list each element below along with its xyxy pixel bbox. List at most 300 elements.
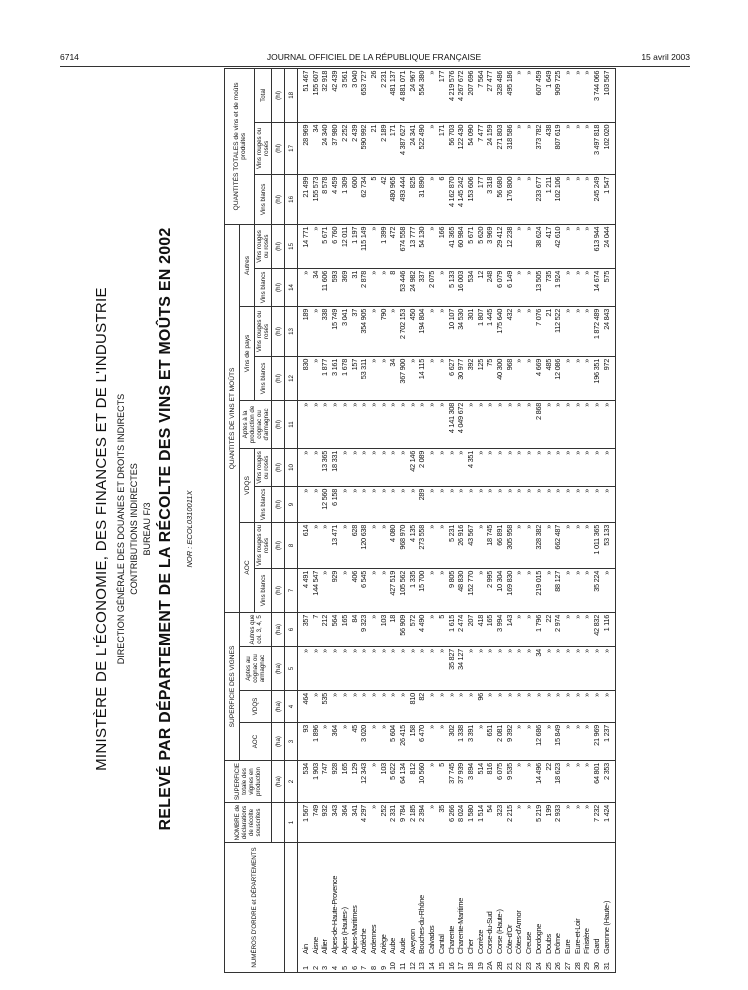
- table-cell: »: [476, 647, 486, 691]
- table-cell: 369: [340, 268, 350, 306]
- table-cell: »: [447, 691, 457, 723]
- table-cell: 10 107: [447, 306, 457, 356]
- table-cell: 2 089: [417, 448, 427, 486]
- unit-cell: (hl): [272, 356, 285, 400]
- table-cell: 1 896: [311, 723, 321, 761]
- table-cell: 2 868: [534, 400, 544, 448]
- table-cell: »: [350, 400, 360, 448]
- table-cell: 175 640: [495, 306, 505, 356]
- table-cell: »: [524, 356, 534, 400]
- table-row: [388, 68, 398, 972]
- table-cell: 88 127: [553, 568, 563, 612]
- table-cell: 2 252: [340, 122, 350, 174]
- column-number: 10: [285, 448, 298, 486]
- table-cell: 27 477: [485, 68, 495, 122]
- table-cell: 252: [379, 803, 389, 843]
- table-cell: 2 474: [456, 612, 466, 646]
- column-number: 13: [285, 306, 298, 356]
- table-cell: 2 331: [388, 803, 398, 843]
- table-cell: »: [582, 803, 592, 843]
- nor-reference: NOR : ECOL0310011X: [185, 490, 194, 568]
- table-cell: 13 505: [534, 268, 544, 306]
- group-header-totales: QUANTITÉS TOTALES de vins et de moûts produites: [225, 68, 255, 224]
- table-cell: 522 490: [417, 122, 427, 174]
- table-cell: 115 149: [359, 224, 369, 268]
- table-cell: 4 490: [417, 612, 427, 646]
- table-cell: 122 430: [456, 122, 466, 174]
- table-cell: 392: [466, 356, 476, 400]
- department-name: Alpes (Hautes-): [339, 907, 349, 954]
- department-number: 12: [407, 962, 417, 970]
- table-cell: »: [427, 356, 437, 400]
- table-cell: »: [427, 803, 437, 843]
- table-cell: 318 586: [505, 122, 515, 174]
- table-cell: »: [514, 122, 524, 174]
- table-cell: »: [544, 522, 554, 568]
- column-number: 14: [285, 268, 298, 306]
- table-cell: 373 782: [534, 122, 544, 174]
- department-name: Corse (Haute-): [495, 909, 505, 954]
- table-cell: »: [524, 723, 534, 761]
- table-cell: 165: [485, 612, 495, 646]
- department-name: Eure-et-Loir: [572, 918, 582, 954]
- table-cell: 24 159: [485, 122, 495, 174]
- table-cell: 212: [320, 612, 330, 646]
- table-cell: 3 161: [330, 356, 340, 400]
- table-cell: »: [592, 647, 602, 691]
- department-number: 18: [465, 962, 475, 970]
- table-cell: 21 499: [298, 174, 311, 224]
- table-cell: 6 075: [495, 761, 505, 803]
- table-cell: »: [320, 400, 330, 448]
- table-cell: 2 394: [417, 803, 427, 843]
- table-cell: 37 745: [447, 761, 457, 803]
- table-cell: 22: [544, 761, 554, 803]
- department-number: 14: [427, 962, 437, 970]
- table-cell: »: [505, 448, 515, 486]
- table-cell: 4 080: [388, 522, 398, 568]
- table-cell: 3 894: [466, 761, 476, 803]
- table-cell: »: [369, 448, 379, 486]
- table-cell: »: [573, 486, 583, 522]
- table-cell: 14 771: [298, 224, 311, 268]
- table-cell: »: [369, 612, 379, 646]
- table-cell: 207 696: [466, 68, 476, 122]
- table-cell: 64 134: [398, 761, 408, 803]
- table-cell: 289: [417, 486, 427, 522]
- table-cell: »: [379, 723, 389, 761]
- table-cell: »: [311, 224, 321, 268]
- table-cell: »: [437, 723, 447, 761]
- table-cell: »: [369, 691, 379, 723]
- table-cell: 34: [311, 268, 321, 306]
- table-cell: »: [573, 522, 583, 568]
- unit-cell: [272, 803, 285, 843]
- table-cell: »: [592, 400, 602, 448]
- table-cell: »: [553, 448, 563, 486]
- table-cell: »: [582, 568, 592, 612]
- table-cell: »: [408, 647, 418, 691]
- table-cell: 534: [298, 761, 311, 803]
- department-cell: [553, 843, 563, 973]
- table-cell: »: [563, 761, 573, 803]
- table-cell: »: [350, 448, 360, 486]
- group-header-vdqs: VDQS: [240, 448, 255, 522]
- table-cell: »: [350, 691, 360, 723]
- table-cell: 514: [476, 761, 486, 803]
- table-cell: »: [563, 522, 573, 568]
- table-cell: »: [505, 400, 515, 448]
- table-cell: »: [379, 486, 389, 522]
- table-cell: 651: [485, 723, 495, 761]
- table-cell: 16 003: [456, 268, 466, 306]
- table-cell: »: [320, 647, 330, 691]
- table-cell: »: [582, 761, 592, 803]
- table-cell: »: [544, 448, 554, 486]
- table-row: [427, 68, 437, 972]
- table-cell: 45: [350, 723, 360, 761]
- department-number: 23: [524, 962, 534, 970]
- table-cell: 165: [340, 761, 350, 803]
- table-cell: 2 439: [350, 122, 360, 174]
- table-cell: »: [573, 803, 583, 843]
- group-header-quantites: QUANTITÉS DE VINS ET MOÛTS: [225, 224, 240, 612]
- table-cell: »: [524, 448, 534, 486]
- table-cell: »: [544, 723, 554, 761]
- table-cell: 1 903: [311, 761, 321, 803]
- table-cell: »: [524, 522, 534, 568]
- table-cell: 24 982: [408, 268, 418, 306]
- table-cell: 2 231: [379, 68, 389, 122]
- unit-cell: (ha): [272, 723, 285, 761]
- table-cell: »: [311, 356, 321, 400]
- table-cell: 4 881 071: [398, 68, 408, 122]
- table-cell: 1 649: [544, 68, 554, 122]
- table-cell: 43 567: [466, 522, 476, 568]
- table-cell: »: [485, 647, 495, 691]
- table-row: [495, 68, 505, 972]
- table-cell: 48 830: [456, 568, 466, 612]
- table-cell: »: [582, 522, 592, 568]
- department-number: 26: [553, 962, 563, 970]
- table-cell: »: [573, 691, 583, 723]
- table-cell: 328 486: [495, 68, 505, 122]
- table-cell: »: [359, 691, 369, 723]
- table-cell: 103 567: [602, 68, 615, 122]
- page-number: 6714: [60, 52, 79, 62]
- table-cell: »: [573, 224, 583, 268]
- table-cell: 34 127: [456, 647, 466, 691]
- table-cell: 42 610: [553, 224, 563, 268]
- department-name: Finistère: [582, 928, 592, 954]
- table-cell: »: [427, 522, 437, 568]
- table-cell: 438: [544, 122, 554, 174]
- table-cell: 6 149: [505, 268, 515, 306]
- table-cell: 1 580: [466, 803, 476, 843]
- table-cell: 4 267 672: [456, 68, 466, 122]
- table-cell: 450: [408, 306, 418, 356]
- table-cell: 364: [330, 723, 340, 761]
- unit-cell: (ha): [272, 691, 285, 723]
- table-cell: 418: [476, 612, 486, 646]
- table-cell: 9 392: [505, 723, 515, 761]
- table-cell: »: [524, 122, 534, 174]
- table-row: [330, 68, 340, 972]
- table-cell: 157: [350, 356, 360, 400]
- table-cell: »: [582, 122, 592, 174]
- col-header-aptes-surface: Aptes au cognac ou armagnac: [240, 647, 272, 691]
- table-cell: »: [534, 691, 544, 723]
- table-cell: »: [534, 486, 544, 522]
- table-cell: 12 343: [359, 761, 369, 803]
- table-cell: »: [311, 306, 321, 356]
- table-cell: 105 562: [398, 568, 408, 612]
- table-cell: »: [388, 306, 398, 356]
- table-cell: 3 969: [485, 224, 495, 268]
- table-cell: »: [485, 486, 495, 522]
- table-cell: 5 604: [388, 723, 398, 761]
- table-cell: »: [340, 723, 350, 761]
- table-cell: 1 877: [320, 356, 330, 400]
- table-cell: »: [514, 400, 524, 448]
- table-cell: »: [563, 691, 573, 723]
- table-cell: »: [379, 268, 389, 306]
- table-body: [298, 68, 616, 972]
- table-cell: 932: [320, 803, 330, 843]
- table-cell: »: [573, 356, 583, 400]
- table-cell: »: [427, 761, 437, 803]
- table-cell: 35: [437, 803, 447, 843]
- department-name: Cantal: [436, 934, 446, 954]
- table-cell: 245 249: [592, 174, 602, 224]
- table-cell: »: [563, 224, 573, 268]
- table-cell: 37: [350, 306, 360, 356]
- table-cell: 1 116: [602, 612, 615, 646]
- department-cell: [485, 843, 495, 973]
- department-cell: [602, 843, 615, 973]
- department-name: Doubs: [543, 934, 553, 954]
- table-cell: »: [524, 174, 534, 224]
- table-cell: 2 702 153: [398, 306, 408, 356]
- table-cell: »: [514, 522, 524, 568]
- table-cell: »: [398, 486, 408, 522]
- table-cell: 343: [330, 803, 340, 843]
- table-cell: 5 133: [447, 268, 457, 306]
- table-cell: »: [514, 647, 524, 691]
- table-cell: 1 514: [476, 803, 486, 843]
- table-cell: 464: [298, 691, 311, 723]
- table-cell: »: [320, 723, 330, 761]
- table-cell: »: [582, 400, 592, 448]
- table-cell: »: [369, 761, 379, 803]
- table-cell: »: [359, 647, 369, 691]
- table-cell: 12 560: [320, 486, 330, 522]
- department-name: Ardennes: [368, 924, 378, 954]
- table-cell: »: [485, 691, 495, 723]
- table-cell: 102 106: [553, 174, 563, 224]
- department-cell: [592, 843, 602, 973]
- table-cell: 5 219: [534, 803, 544, 843]
- table-cell: »: [573, 612, 583, 646]
- table-cell: »: [311, 400, 321, 448]
- table-cell: 554 380: [417, 68, 427, 122]
- table-cell: 747: [320, 761, 330, 803]
- table-cell: »: [427, 448, 437, 486]
- unit-row: [272, 68, 285, 972]
- table-cell: »: [524, 691, 534, 723]
- table-cell: »: [388, 400, 398, 448]
- table-cell: 493 444: [398, 174, 408, 224]
- table-cell: 1 011 365: [592, 522, 602, 568]
- table-cell: 21: [544, 306, 554, 356]
- table-cell: 194 804: [417, 306, 427, 356]
- table-cell: 417: [544, 224, 554, 268]
- table-cell: 153 606: [466, 174, 476, 224]
- table-cell: »: [437, 306, 447, 356]
- department-name: Eure: [562, 939, 572, 954]
- table-cell: 572: [408, 612, 418, 646]
- column-number: 17: [285, 122, 298, 174]
- table-cell: »: [369, 400, 379, 448]
- department-number: 28: [572, 962, 582, 970]
- table-cell: 3 020: [359, 723, 369, 761]
- department-number: 22: [514, 962, 524, 970]
- table-cell: 84: [350, 612, 360, 646]
- table-cell: »: [437, 356, 447, 400]
- table-cell: 177: [437, 68, 447, 122]
- table-cell: 535: [320, 691, 330, 723]
- table-cell: »: [524, 647, 534, 691]
- table-row: [602, 68, 615, 972]
- table-cell: 10 304: [495, 568, 505, 612]
- table-cell: 4 351: [466, 448, 476, 486]
- department-name: Cher: [465, 939, 475, 954]
- department-number: 27: [562, 962, 572, 970]
- department-cell: [456, 843, 466, 973]
- unit-cell: (hl): [272, 122, 285, 174]
- department-cell: [379, 843, 389, 973]
- col-header-vdqs-blancs: Vins blancs: [255, 486, 272, 522]
- table-cell: 273 558: [417, 522, 427, 568]
- table-cell: 6 545: [359, 568, 369, 612]
- table-cell: 199: [544, 803, 554, 843]
- table-cell: »: [524, 306, 534, 356]
- table-cell: »: [437, 647, 447, 691]
- table-cell: 60 984: [456, 224, 466, 268]
- table-cell: 35 827: [447, 647, 457, 691]
- table-cell: »: [602, 448, 615, 486]
- table-row: [573, 68, 583, 972]
- department-name: Creuse: [524, 931, 534, 954]
- table-cell: »: [398, 448, 408, 486]
- table-cell: 2 215: [505, 803, 515, 843]
- department-cell: [350, 843, 360, 973]
- table-cell: »: [437, 448, 447, 486]
- table-cell: 171: [437, 122, 447, 174]
- table-cell: 427 519: [388, 568, 398, 612]
- table-cell: »: [427, 68, 437, 122]
- table-cell: »: [553, 400, 563, 448]
- department-cell: [447, 843, 457, 973]
- table-cell: »: [563, 723, 573, 761]
- table-cell: 5: [437, 612, 447, 646]
- table-cell: 233 677: [534, 174, 544, 224]
- table-cell: 9 535: [505, 761, 515, 803]
- table-cell: »: [379, 522, 389, 568]
- table-cell: 972: [602, 356, 615, 400]
- table-cell: 2 185: [408, 803, 418, 843]
- table-row: [359, 68, 369, 972]
- table-cell: 1 335: [408, 568, 418, 612]
- table-cell: »: [369, 224, 379, 268]
- table-cell: 1 924: [553, 268, 563, 306]
- table-cell: »: [495, 400, 505, 448]
- table-cell: »: [524, 268, 534, 306]
- column-number: 2: [285, 761, 298, 803]
- table-cell: »: [369, 486, 379, 522]
- table-cell: »: [388, 486, 398, 522]
- table-cell: »: [369, 356, 379, 400]
- table-cell: »: [592, 691, 602, 723]
- table-cell: »: [476, 400, 486, 448]
- table-cell: »: [447, 448, 457, 486]
- table-cell: »: [582, 723, 592, 761]
- table-cell: »: [427, 400, 437, 448]
- table-cell: 6 079: [495, 268, 505, 306]
- header-rule: [60, 66, 690, 67]
- table-cell: »: [476, 448, 486, 486]
- table-cell: 38 624: [534, 224, 544, 268]
- table-cell: 354 905: [359, 306, 369, 356]
- table-cell: 9 784: [398, 803, 408, 843]
- table-cell: 18: [388, 612, 398, 646]
- department-number: 1: [301, 966, 310, 970]
- table-cell: »: [466, 400, 476, 448]
- table-row: [447, 68, 457, 972]
- table-cell: »: [563, 306, 573, 356]
- column-number: 16: [285, 174, 298, 224]
- table-cell: 12 011: [340, 224, 350, 268]
- table-cell: »: [514, 224, 524, 268]
- table-cell: 1 197: [350, 224, 360, 268]
- table-row: [320, 68, 330, 972]
- table-cell: 5 671: [466, 224, 476, 268]
- table-cell: 564: [330, 612, 340, 646]
- table-cell: 28 969: [298, 122, 311, 174]
- table-cell: »: [514, 448, 524, 486]
- table-cell: 1 211: [544, 174, 554, 224]
- table-cell: 30 977: [456, 356, 466, 400]
- department-name: Ariège: [378, 934, 388, 954]
- department-cell: [408, 843, 418, 973]
- table-cell: »: [573, 122, 583, 174]
- table-cell: »: [408, 400, 418, 448]
- table-cell: 9 805: [447, 568, 457, 612]
- table-cell: »: [524, 400, 534, 448]
- department-name: Charente: [446, 925, 456, 954]
- table-cell: 1 678: [340, 356, 350, 400]
- table-cell: 472: [388, 224, 398, 268]
- table-cell: »: [311, 647, 321, 691]
- table-cell: 1 424: [602, 803, 615, 843]
- table-cell: »: [563, 68, 573, 122]
- table-cell: 1 872 489: [592, 306, 602, 356]
- table-cell: 144 547: [311, 568, 321, 612]
- department-cell: [544, 843, 554, 973]
- department-cell: [573, 843, 583, 973]
- table-cell: »: [582, 356, 592, 400]
- department-cell: [369, 843, 379, 973]
